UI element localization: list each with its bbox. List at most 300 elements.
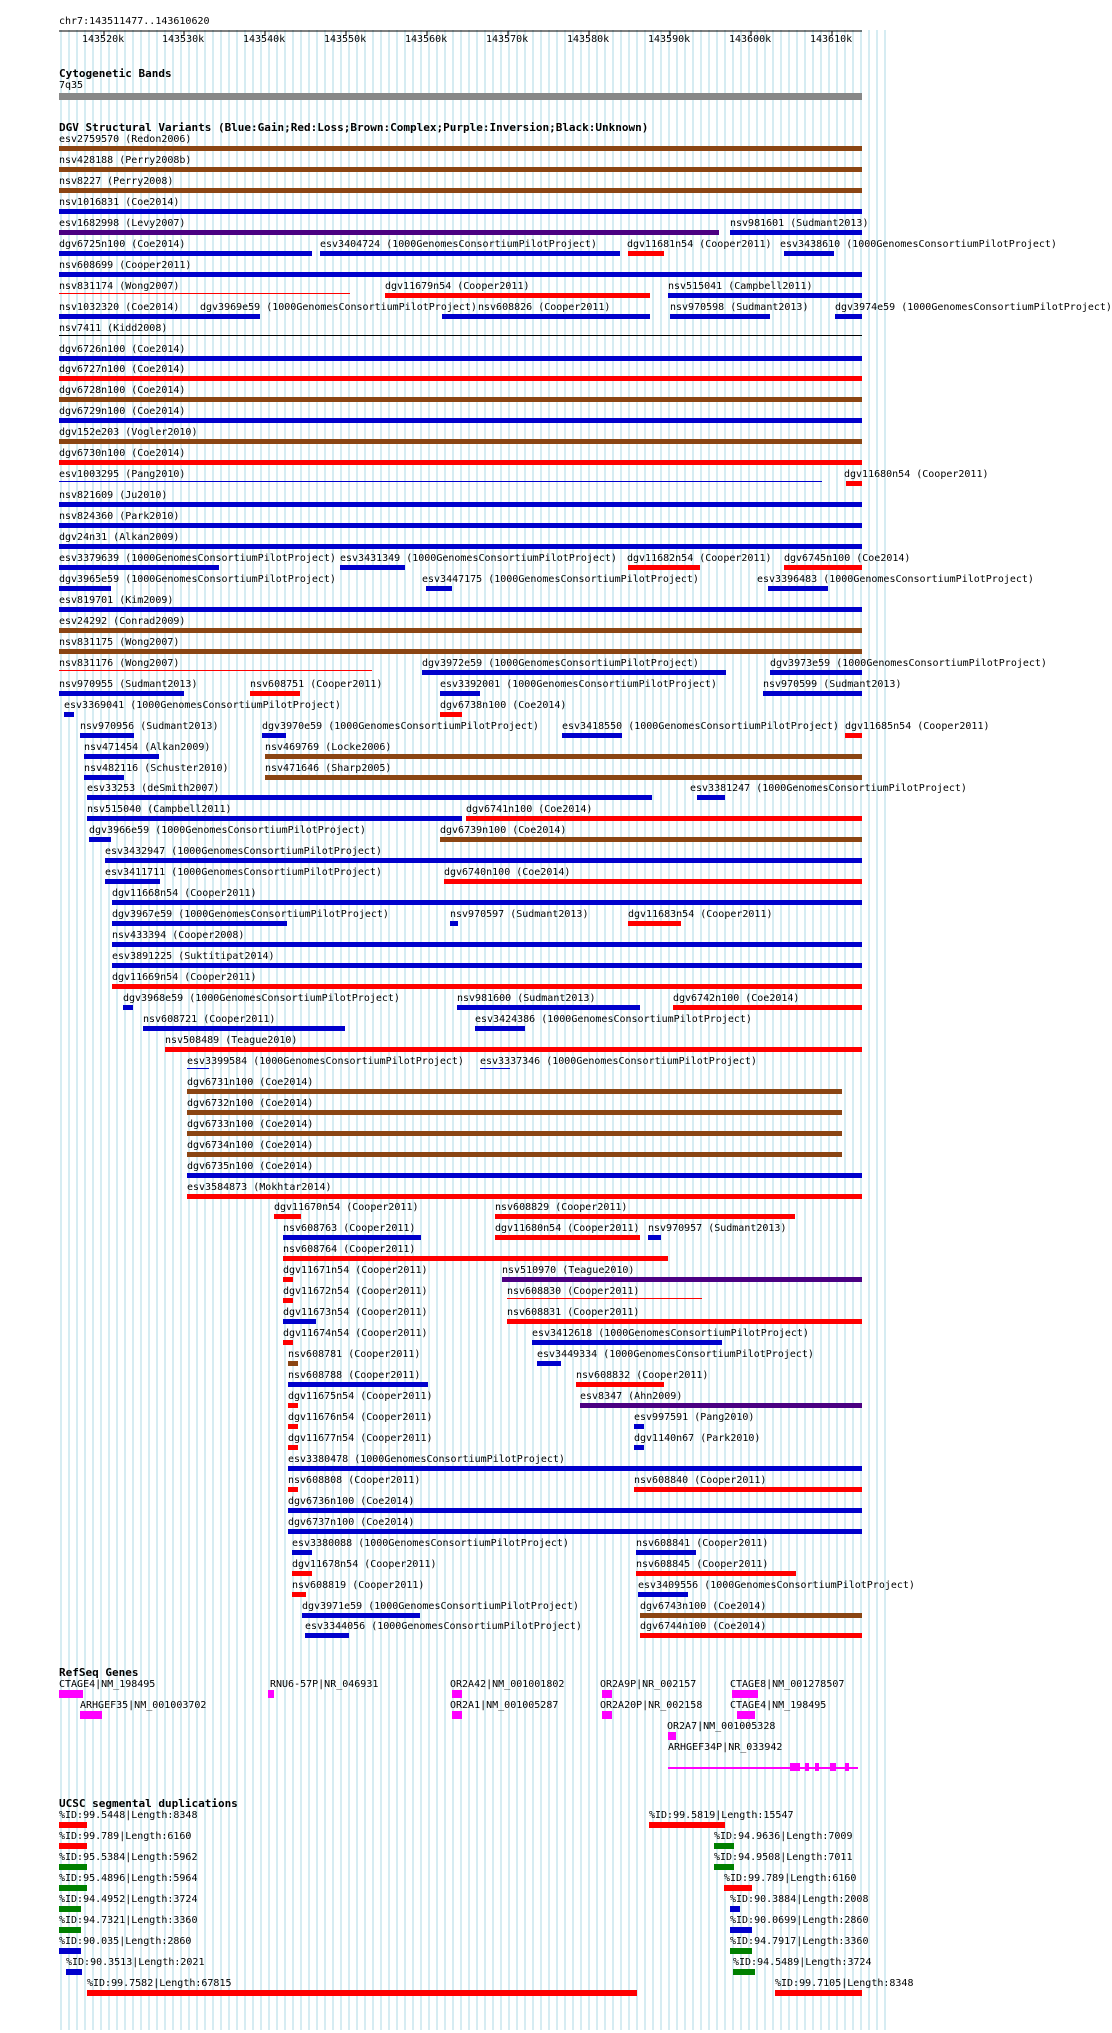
dgv-variant-bar — [288, 1466, 862, 1471]
segdup-bar — [730, 1948, 752, 1954]
dgv-variant-bar — [112, 984, 862, 989]
refseq-gene-label: OR2A42|NM_001001802 — [450, 1679, 565, 1690]
dgv-variant-label: dgv11674n54 (Cooper2011) — [283, 1328, 428, 1339]
segdup-bar — [649, 1822, 725, 1828]
dgv-variant-label: dgv6740n100 (Coe2014) — [444, 867, 571, 878]
section-title-refseq: RefSeq Genes — [59, 1666, 139, 1679]
dgv-variant-label: dgv24n31 (Alkan2009) — [59, 532, 180, 543]
dgv-variant-label: dgv6725n100 (Coe2014) — [59, 239, 186, 250]
dgv-variant-bar — [673, 1005, 862, 1010]
dgv-variant-bar — [187, 1194, 862, 1199]
dgv-variant-label: nsv608832 (Cooper2011) — [576, 1370, 709, 1381]
segdup-label: %ID:90.3513|Length:2021 — [66, 1957, 205, 1968]
dgv-variant-label: nsv608840 (Cooper2011) — [634, 1475, 767, 1486]
refseq-gene-bar — [668, 1732, 676, 1740]
dgv-variant-bar — [288, 1403, 298, 1408]
segdup-label: %ID:94.7321|Length:3360 — [59, 1915, 198, 1926]
dgv-variant-bar — [288, 1445, 298, 1450]
dgv-variant-label: dgv6736n100 (Coe2014) — [288, 1496, 415, 1507]
dgv-variant-bar — [763, 691, 862, 696]
dgv-variant-bar — [636, 1571, 796, 1576]
refseq-gene-label: OR2A7|NM_001005328 — [667, 1721, 776, 1732]
segdup-label: %ID:94.9508|Length:7011 — [714, 1852, 853, 1863]
dgv-variant-label: nsv515041 (Campbell2011) — [668, 281, 813, 292]
dgv-variant-label: nsv608699 (Cooper2011) — [59, 260, 192, 271]
dgv-variant-label: esv3411711 (1000GenomesConsortiumPilotProject) — [105, 867, 382, 878]
dgv-variant-bar — [87, 816, 462, 821]
dgv-variant-label: esv3412618 (1000GenomesConsortiumPilotProject) — [532, 1328, 809, 1339]
dgv-variant-bar — [84, 775, 124, 780]
dgv-variant-bar — [495, 1214, 795, 1219]
segdup-bar — [59, 1927, 81, 1933]
dgv-variant-bar — [340, 565, 405, 570]
dgv-variant-bar — [283, 1340, 293, 1345]
dgv-variant-label: dgv6742n100 (Coe2014) — [673, 993, 800, 1004]
dgv-variant-bar — [576, 1382, 664, 1387]
dgv-variant-label: nsv831175 (Wong2007) — [59, 637, 180, 648]
segdup-bar — [87, 1990, 637, 1996]
dgv-variant-label: dgv11670n54 (Cooper2011) — [274, 1202, 419, 1213]
section-title-cytoband: Cytogenetic Bands — [59, 67, 172, 80]
dgv-variant-bar — [274, 1214, 301, 1219]
dgv-variant-label: dgv6733n100 (Coe2014) — [187, 1119, 314, 1130]
dgv-variant-bar — [283, 1319, 316, 1324]
dgv-variant-bar — [507, 1298, 702, 1299]
dgv-variant-bar — [580, 1403, 862, 1408]
refseq-gene-label: ARHGEF35|NM_001003702 — [80, 1700, 207, 1711]
dgv-variant-bar — [784, 565, 862, 570]
dgv-variant-label: nsv970956 (Sudmant2013) — [80, 721, 219, 732]
refseq-gene-bar — [268, 1690, 274, 1698]
segdup-bar — [730, 1906, 740, 1912]
refseq-gene-label: OR2A1|NM_001005287 — [450, 1700, 559, 1711]
dgv-variant-label: dgv11675n54 (Cooper2011) — [288, 1391, 433, 1402]
dgv-variant-bar — [112, 900, 862, 905]
dgv-variant-bar — [87, 795, 652, 800]
dgv-variant-bar — [320, 251, 620, 256]
dgv-variant-label: nsv1016831 (Coe2014) — [59, 197, 180, 208]
dgv-variant-label: nsv608764 (Cooper2011) — [283, 1244, 416, 1255]
dgv-variant-label: nsv608845 (Cooper2011) — [636, 1559, 769, 1570]
dgv-variant-label: dgv11677n54 (Cooper2011) — [288, 1433, 433, 1444]
dgv-variant-label: dgv6731n100 (Coe2014) — [187, 1077, 314, 1088]
dgv-variant-bar — [80, 733, 134, 738]
dgv-variant-bar — [422, 670, 726, 675]
dgv-variant-bar — [466, 816, 862, 821]
dgv-variant-bar — [59, 586, 111, 591]
dgv-variant-label: nsv469769 (Locke2006) — [265, 742, 392, 753]
dgv-variant-bar — [143, 1026, 345, 1031]
dgv-variant-label: dgv3974e59 (1000GenomesConsortiumPilotProject) — [835, 302, 1112, 313]
dgv-variant-label: dgv11680n54 (Cooper2011) — [844, 469, 989, 480]
segdup-label: %ID:99.789|Length:6160 — [724, 1873, 857, 1884]
dgv-variant-label: dgv3969e59 (1000GenomesConsortiumPilotProject) — [200, 302, 477, 313]
dgv-variant-label: dgv11681n54 (Cooper2011) — [627, 239, 772, 250]
dgv-variant-label: esv3369041 (1000GenomesConsortiumPilotProject) — [64, 700, 341, 711]
dgv-variant-label: nsv8227 (Perry2008) — [59, 176, 174, 187]
dgv-variant-bar — [628, 565, 700, 570]
dgv-variant-bar — [385, 293, 650, 298]
dgv-variant-label: esv3418550 (1000GenomesConsortiumPilotProject) — [562, 721, 839, 732]
dgv-variant-bar — [768, 586, 828, 591]
ruler-tick-label: 143530k — [162, 34, 205, 45]
dgv-variant-label: dgv6738n100 (Coe2014) — [440, 700, 567, 711]
segdup-bar — [59, 1948, 81, 1954]
dgv-variant-label: dgv11671n54 (Cooper2011) — [283, 1265, 428, 1276]
dgv-variant-bar — [59, 188, 862, 193]
dgv-variant-label: esv3380478 (1000GenomesConsortiumPilotProject) — [288, 1454, 565, 1465]
dgv-variant-label: dgv6728n100 (Coe2014) — [59, 385, 186, 396]
dgv-variant-label: nsv471646 (Sharp2005) — [265, 763, 392, 774]
segdup-label: %ID:99.789|Length:6160 — [59, 1831, 192, 1842]
segdup-label: %ID:90.0699|Length:2860 — [730, 1915, 869, 1926]
position-label: chr7:143511477..143610620 — [59, 16, 210, 27]
dgv-variant-bar — [59, 209, 862, 214]
dgv-variant-label: dgv11679n54 (Cooper2011) — [385, 281, 530, 292]
dgv-variant-label: esv33253 (deSmith2007) — [87, 783, 220, 794]
dgv-variant-label: nsv970957 (Sudmant2013) — [648, 1223, 787, 1234]
dgv-variant-bar — [187, 1131, 842, 1136]
dgv-variant-bar — [288, 1424, 298, 1429]
dgv-variant-bar — [502, 1277, 862, 1282]
dgv-variant-bar — [628, 251, 664, 256]
refseq-exon — [830, 1763, 836, 1771]
dgv-variant-bar — [59, 544, 862, 549]
dgv-variant-bar — [59, 167, 862, 172]
dgv-variant-bar — [292, 1571, 312, 1576]
dgv-variant-bar — [634, 1424, 644, 1429]
dgv-variant-label: nsv970955 (Sudmant2013) — [59, 679, 198, 690]
dgv-variant-bar — [784, 251, 834, 256]
refseq-gene-label: ARHGEF34P|NR_033942 — [668, 1742, 783, 1753]
dgv-variant-label: nsv608721 (Cooper2011) — [143, 1014, 276, 1025]
segdup-label: %ID:90.035|Length:2860 — [59, 1936, 192, 1947]
dgv-variant-label: esv3396483 (1000GenomesConsortiumPilotProject) — [757, 574, 1034, 585]
dgv-variant-label: nsv471454 (Alkan2009) — [84, 742, 211, 753]
dgv-variant-bar — [84, 754, 159, 759]
dgv-variant-label: nsv821609 (Ju2010) — [59, 490, 168, 501]
dgv-variant-label: dgv11685n54 (Cooper2011) — [845, 721, 990, 732]
dgv-variant-label: dgv6726n100 (Coe2014) — [59, 344, 186, 355]
segdup-bar — [59, 1822, 87, 1828]
dgv-variant-label: esv3447175 (1000GenomesConsortiumPilotProject) — [422, 574, 699, 585]
dgv-variant-label: dgv3968e59 (1000GenomesConsortiumPilotProject) — [123, 993, 400, 1004]
dgv-variant-label: nsv608831 (Cooper2011) — [507, 1307, 640, 1318]
dgv-variant-bar — [187, 1068, 209, 1069]
dgv-variant-label: nsv608788 (Cooper2011) — [288, 1370, 421, 1381]
dgv-variant-label: dgv6730n100 (Coe2014) — [59, 448, 186, 459]
refseq-gene-label: RNU6-57P|NR_046931 — [270, 1679, 379, 1690]
dgv-variant-bar — [288, 1487, 298, 1492]
dgv-variant-bar — [628, 921, 681, 926]
dgv-variant-label: dgv3970e59 (1000GenomesConsortiumPilotProject) — [262, 721, 539, 732]
dgv-variant-label: esv3404724 (1000GenomesConsortiumPilotProject) — [320, 239, 597, 250]
dgv-variant-bar — [59, 460, 862, 465]
refseq-gene-bar — [452, 1690, 462, 1698]
dgv-variant-bar — [440, 837, 862, 842]
dgv-variant-label: dgv11678n54 (Cooper2011) — [292, 1559, 437, 1570]
dgv-variant-bar — [250, 691, 300, 696]
dgv-variant-bar — [59, 649, 862, 654]
dgv-variant-label: nsv7411 (Kidd2008) — [59, 323, 168, 334]
dgv-variant-label: nsv508489 (Teague2010) — [165, 1035, 298, 1046]
dgv-variant-bar — [532, 1340, 722, 1345]
dgv-variant-label: nsv831174 (Wong2007) — [59, 281, 180, 292]
dgv-variant-label: esv3438610 (1000GenomesConsortiumPilotProject) — [780, 239, 1057, 250]
dgv-variant-bar — [59, 397, 862, 402]
dgv-variant-bar — [59, 502, 862, 507]
segdup-label: %ID:95.4896|Length:5964 — [59, 1873, 198, 1884]
dgv-variant-label: dgv11683n54 (Cooper2011) — [628, 909, 773, 920]
refseq-exon — [845, 1763, 849, 1771]
dgv-variant-label: nsv482116 (Schuster2010) — [84, 763, 229, 774]
dgv-variant-bar — [697, 795, 725, 800]
dgv-variant-bar — [305, 1633, 349, 1638]
dgv-variant-bar — [440, 712, 462, 717]
dgv-variant-bar — [262, 733, 286, 738]
cytoband-label: 7q35 — [59, 80, 84, 91]
dgv-variant-label: esv3409556 (1000GenomesConsortiumPilotProject) — [638, 1580, 915, 1591]
ruler-tick-label: 143550k — [324, 34, 367, 45]
dgv-variant-bar — [112, 921, 287, 926]
dgv-variant-label: esv2759570 (Redon2006) — [59, 134, 192, 145]
dgv-variant-label: nsv428188 (Perry2008b) — [59, 155, 192, 166]
dgv-variant-label: dgv3965e59 (1000GenomesConsortiumPilotProject) — [59, 574, 336, 585]
refseq-gene-bar — [737, 1711, 755, 1719]
refseq-gene-label: CTAGE4|NM_198495 — [59, 1679, 156, 1690]
dgv-variant-label: nsv608781 (Cooper2011) — [288, 1349, 421, 1360]
dgv-variant-label: nsv981601 (Sudmant2013) — [730, 218, 869, 229]
dgv-variant-bar — [507, 1319, 862, 1324]
dgv-variant-label: esv997591 (Pang2010) — [634, 1412, 755, 1423]
dgv-variant-bar — [105, 858, 862, 863]
dgv-variant-label: dgv6732n100 (Coe2014) — [187, 1098, 314, 1109]
dgv-variant-bar — [648, 1235, 661, 1240]
dgv-variant-bar — [89, 837, 111, 842]
refseq-gene-bar — [732, 1690, 758, 1698]
segdup-label: %ID:99.5819|Length:15547 — [649, 1810, 794, 1821]
dgv-variant-bar — [288, 1382, 428, 1387]
dgv-variant-label: esv3891225 (Suktitipat2014) — [112, 951, 275, 962]
dgv-variant-label: dgv3972e59 (1000GenomesConsortiumPilotProject) — [422, 658, 699, 669]
dgv-variant-label: dgv6745n100 (Coe2014) — [784, 553, 911, 564]
ruler-tick-label: 143540k — [243, 34, 286, 45]
dgv-variant-bar — [636, 1550, 696, 1555]
dgv-variant-bar — [495, 1235, 640, 1240]
dgv-variant-label: dgv3967e59 (1000GenomesConsortiumPilotProject) — [112, 909, 389, 920]
segdup-bar — [59, 1885, 87, 1891]
dgv-variant-label: dgv6741n100 (Coe2014) — [466, 804, 593, 815]
ruler-tick-label: 143570k — [486, 34, 529, 45]
dgv-variant-label: dgv6737n100 (Coe2014) — [288, 1517, 415, 1528]
dgv-variant-label: esv3344056 (1000GenomesConsortiumPilotProject) — [305, 1621, 582, 1632]
segdup-bar — [775, 1990, 862, 1996]
dgv-variant-label: nsv608763 (Cooper2011) — [283, 1223, 416, 1234]
segdup-label: %ID:94.9636|Length:7009 — [714, 1831, 853, 1842]
dgv-variant-bar — [562, 733, 622, 738]
dgv-variant-label: dgv11668n54 (Cooper2011) — [112, 888, 257, 899]
dgv-variant-label: nsv515040 (Campbell2011) — [87, 804, 232, 815]
dgv-variant-bar — [668, 293, 862, 298]
dgv-variant-label: dgv6734n100 (Coe2014) — [187, 1140, 314, 1151]
dgv-variant-label: esv3584873 (Mokhtar2014) — [187, 1182, 332, 1193]
dgv-variant-bar — [59, 418, 862, 423]
dgv-variant-bar — [187, 1173, 862, 1178]
dgv-variant-bar — [480, 1068, 510, 1069]
dgv-variant-label: dgv6739n100 (Coe2014) — [440, 825, 567, 836]
dgv-variant-label: esv1682998 (Levy2007) — [59, 218, 186, 229]
segdup-bar — [66, 1969, 82, 1975]
dgv-variant-label: esv3399584 (1000GenomesConsortiumPilotProject) — [187, 1056, 464, 1067]
dgv-variant-label: dgv6744n100 (Coe2014) — [640, 1621, 767, 1632]
segdup-bar — [714, 1864, 734, 1870]
dgv-variant-bar — [59, 251, 312, 256]
segdup-bar — [59, 1864, 87, 1870]
dgv-variant-bar — [265, 754, 862, 759]
dgv-variant-bar — [59, 146, 862, 151]
dgv-variant-bar — [59, 335, 862, 336]
dgv-variant-bar — [283, 1277, 293, 1282]
segdup-bar — [733, 1969, 755, 1975]
dgv-variant-bar — [640, 1633, 862, 1638]
dgv-variant-label: esv3337346 (1000GenomesConsortiumPilotProject) — [480, 1056, 757, 1067]
dgv-variant-label: nsv433394 (Cooper2008) — [112, 930, 245, 941]
segdup-label: %ID:94.7917|Length:3360 — [730, 1936, 869, 1947]
dgv-variant-label: esv3431349 (1000GenomesConsortiumPilotProject) — [340, 553, 617, 564]
segdup-label: %ID:95.5384|Length:5962 — [59, 1852, 198, 1863]
segdup-bar — [59, 1843, 87, 1849]
dgv-variant-label: dgv3971e59 (1000GenomesConsortiumPilotProject) — [302, 1601, 579, 1612]
dgv-variant-bar — [283, 1256, 668, 1261]
dgv-variant-bar — [288, 1508, 862, 1513]
dgv-variant-label: nsv608841 (Cooper2011) — [636, 1538, 769, 1549]
dgv-variant-bar — [426, 586, 452, 591]
dgv-variant-bar — [638, 1592, 688, 1597]
refseq-exon — [815, 1763, 819, 1771]
dgv-variant-bar — [187, 1152, 842, 1157]
dgv-variant-label: esv1003295 (Pang2010) — [59, 469, 186, 480]
dgv-variant-bar — [450, 921, 458, 926]
dgv-variant-bar — [835, 314, 862, 319]
dgv-variant-bar — [59, 628, 862, 633]
dgv-variant-bar — [123, 1005, 133, 1010]
dgv-variant-label: nsv1032320 (Coe2014) — [59, 302, 180, 313]
segdup-bar — [714, 1843, 734, 1849]
dgv-variant-bar — [634, 1487, 862, 1492]
dgv-variant-label: esv3432947 (1000GenomesConsortiumPilotProject) — [105, 846, 382, 857]
dgv-variant-bar — [112, 942, 862, 947]
dgv-variant-bar — [444, 879, 862, 884]
segdup-bar — [730, 1927, 752, 1933]
segdup-label: %ID:99.7105|Length:8348 — [775, 1978, 914, 1989]
dgv-variant-label: dgv152e203 (Vogler2010) — [59, 427, 198, 438]
dgv-variant-label: dgv11669n54 (Cooper2011) — [112, 972, 257, 983]
dgv-variant-label: esv3381247 (1000GenomesConsortiumPilotProject) — [690, 783, 967, 794]
dgv-variant-label: dgv3973e59 (1000GenomesConsortiumPilotProject) — [770, 658, 1047, 669]
dgv-variant-label: nsv608819 (Cooper2011) — [292, 1580, 425, 1591]
dgv-variant-bar — [846, 481, 862, 486]
dgv-variant-label: nsv608830 (Cooper2011) — [507, 1286, 640, 1297]
dgv-variant-bar — [59, 691, 184, 696]
segdup-label: %ID:90.3884|Length:2008 — [730, 1894, 869, 1905]
dgv-variant-bar — [634, 1445, 644, 1450]
dgv-variant-bar — [440, 691, 480, 696]
section-title-segdup: UCSC segmental duplications — [59, 1797, 238, 1810]
dgv-variant-label: esv3449334 (1000GenomesConsortiumPilotProject) — [537, 1349, 814, 1360]
refseq-gene-label: OR2A9P|NR_002157 — [600, 1679, 697, 1690]
ruler-tick-label: 143560k — [405, 34, 448, 45]
dgv-variant-bar — [59, 272, 862, 277]
dgv-variant-bar — [670, 314, 770, 319]
dgv-variant-bar — [112, 963, 862, 968]
dgv-variant-label: dgv11676n54 (Cooper2011) — [288, 1412, 433, 1423]
dgv-variant-bar — [302, 1613, 420, 1618]
dgv-variant-label: nsv981600 (Sudmant2013) — [457, 993, 596, 1004]
dgv-variant-label: nsv824360 (Park2010) — [59, 511, 180, 522]
ruler-tick-label: 143600k — [729, 34, 772, 45]
dgv-variant-label: nsv831176 (Wong2007) — [59, 658, 180, 669]
refseq-gene-label: CTAGE8|NM_001278507 — [730, 1679, 845, 1690]
dgv-variant-label: nsv608751 (Cooper2011) — [250, 679, 383, 690]
dgv-variant-bar — [59, 607, 862, 612]
dgv-variant-label: esv819701 (Kim2009) — [59, 595, 174, 606]
dgv-variant-label: nsv608808 (Cooper2011) — [288, 1475, 421, 1486]
dgv-variant-label: nsv970598 (Sudmant2013) — [670, 302, 809, 313]
dgv-variant-bar — [187, 1089, 842, 1094]
dgv-variant-bar — [187, 1110, 842, 1115]
dgv-variant-label: dgv6743n100 (Coe2014) — [640, 1601, 767, 1612]
dgv-variant-bar — [59, 293, 350, 294]
refseq-gene-label: OR2A20P|NR_002158 — [600, 1700, 703, 1711]
dgv-variant-label: dgv6729n100 (Coe2014) — [59, 406, 186, 417]
dgv-variant-bar — [288, 1361, 298, 1366]
dgv-variant-bar — [457, 1005, 640, 1010]
dgv-variant-label: esv3379639 (1000GenomesConsortiumPilotProject) — [59, 553, 336, 564]
ruler-tick-label: 143520k — [82, 34, 125, 45]
refseq-exon — [790, 1763, 800, 1771]
refseq-gene-bar — [452, 1711, 462, 1719]
dgv-variant-bar — [165, 1047, 862, 1052]
dgv-variant-bar — [64, 712, 74, 717]
dgv-variant-bar — [59, 670, 372, 671]
dgv-variant-label: nsv970597 (Sudmant2013) — [450, 909, 589, 920]
dgv-variant-bar — [59, 523, 862, 528]
refseq-gene-bar — [59, 1690, 83, 1698]
refseq-gene-bar — [602, 1711, 612, 1719]
segdup-bar — [59, 1906, 81, 1912]
refseq-gene-bar — [602, 1690, 612, 1698]
dgv-variant-label: nsv608829 (Cooper2011) — [495, 1202, 628, 1213]
dgv-variant-bar — [640, 1613, 862, 1618]
dgv-variant-label: esv8347 (Ahn2009) — [580, 1391, 683, 1402]
dgv-variant-label: nsv970599 (Sudmant2013) — [763, 679, 902, 690]
cytoband-bar — [59, 93, 862, 100]
refseq-exon — [805, 1763, 809, 1771]
dgv-variant-bar — [283, 1235, 421, 1240]
dgv-variant-bar — [730, 230, 862, 235]
ruler-tick-label: 143610k — [810, 34, 853, 45]
dgv-variant-label: dgv11680n54 (Cooper2011) — [495, 1223, 640, 1234]
dgv-variant-bar — [59, 439, 862, 444]
dgv-variant-label: dgv11673n54 (Cooper2011) — [283, 1307, 428, 1318]
dgv-variant-bar — [537, 1361, 561, 1366]
segdup-label: %ID:99.5448|Length:8348 — [59, 1810, 198, 1821]
dgv-variant-bar — [59, 230, 719, 235]
ruler-tick-label: 143580k — [567, 34, 610, 45]
dgv-variant-bar — [442, 314, 650, 319]
segdup-label: %ID:99.7582|Length:67815 — [87, 1978, 232, 1989]
dgv-variant-label: esv24292 (Conrad2009) — [59, 616, 186, 627]
